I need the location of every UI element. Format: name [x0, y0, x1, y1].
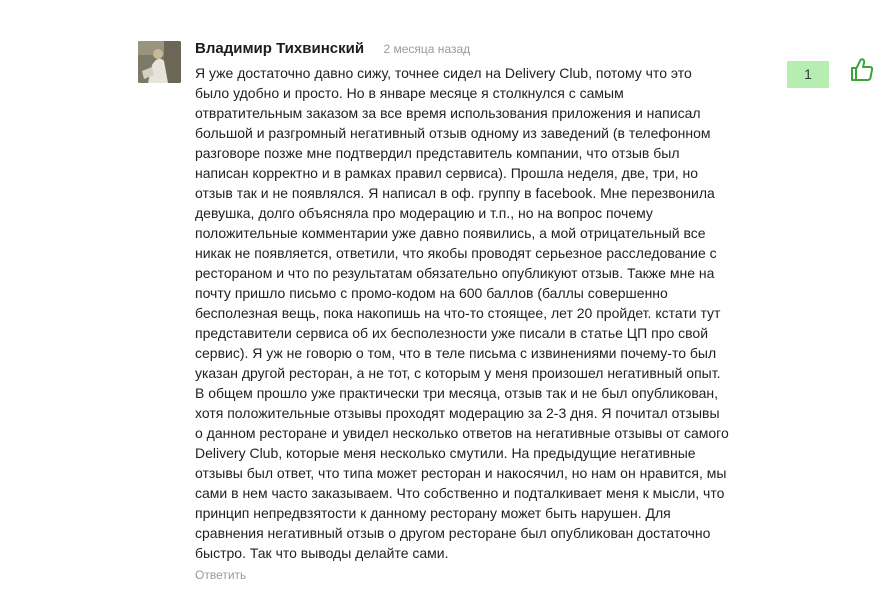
comment-line: отзыв так и не появлялся. Я написал в оф. группу в facebook. Мне перезвонила — [195, 185, 715, 201]
comment-line: положительные комментарии уже давно появились, а мой отрицательный все — [195, 225, 706, 241]
comment-line: девушка, долго объясняла про модерацию и т.п., но на вопрос почему — [195, 205, 653, 221]
comment-line: представители сервиса об их бесполезности уже писали в статье ЦП про свой — [195, 325, 709, 341]
comment-line: о данном ресторане и увидел несколько ответов на негативные отзывы от самого — [195, 425, 729, 441]
comment — [138, 38, 880, 598]
comment-line: написан корректно и в рамках правил сервиса). Прошла неделя, две, три, но — [195, 165, 698, 181]
comment-line: никак не появляется, ответили, что якобы проводят серьезное расследование с — [195, 245, 717, 261]
comment-line: хотя положительные отзывы проходят модерацию за 2-3 дня. Я почитал отзывы — [195, 405, 720, 421]
comment-line: сравнения негативный отзыв о другом ресторане был опубликован достаточно — [195, 525, 711, 541]
comment-line: рестораном и что по результатам обязательно опубликуют отзыв. Также мне на — [195, 265, 715, 281]
comment-line: сами в нем часто заказываем. Что собственно и подталкивает меня к мысли, что — [195, 485, 725, 501]
comment-line: почту пришло письмо с промо-кодом на 600 баллов (баллы совершенно — [195, 285, 668, 301]
comment-line: В общем прошло уже практически три месяца, отзыв так и не был опубликован, — [195, 385, 719, 401]
comment-text — [195, 63, 740, 563]
comment-line: разговоре позже мне подтвердил представитель компании, что отзыв был — [195, 145, 680, 161]
comment-line: отвратительным заказом за все время использования приложения и написал — [195, 105, 701, 121]
comment-line: принцип непредвзятости к данному ресторану может быть нарушен. Для — [195, 505, 671, 521]
comment-line: Delivery Club, которые меня несколько смутили. На предыдущие негативные — [195, 445, 696, 461]
comment-line: сервис). Я уж не говорю о том, что в теле письма с извинениями почему-то был — [195, 345, 717, 361]
comment-header — [195, 40, 470, 58]
comment-line: бесполезная вещь, пока накопишь на что-то стоящее, лет 20 пройдет. кстати тут — [195, 305, 721, 321]
comment-line: указан другой ресторан, а не тот, с которым у меня произошел негативный опыт. — [195, 365, 721, 381]
thumbs-up-icon[interactable] — [849, 57, 875, 83]
comment-date: 2 месяца назад — [383, 42, 471, 56]
vote-count: 1 — [787, 61, 829, 88]
comment-line: Я уже достаточно давно сижу, точнее сидел на Delivery Club, потому что это — [195, 65, 692, 81]
avatar[interactable] — [138, 41, 181, 83]
comment-line: большой и разгромный негативный отзыв одному из заведений (в телефонном — [195, 125, 711, 141]
author-name[interactable]: Владимир Тихвинский — [195, 40, 365, 57]
comment-line: быстро. Так что выводы делайте сами. — [195, 545, 449, 561]
reply-button[interactable]: Ответить — [195, 568, 247, 582]
comment-line: было удобно и просто. Но в январе месяце я столкнулся с самым — [195, 85, 624, 101]
comment-line: отзывы был ответ, что типа может ресторан и накосячил, но нам он нравится, мы — [195, 465, 727, 481]
